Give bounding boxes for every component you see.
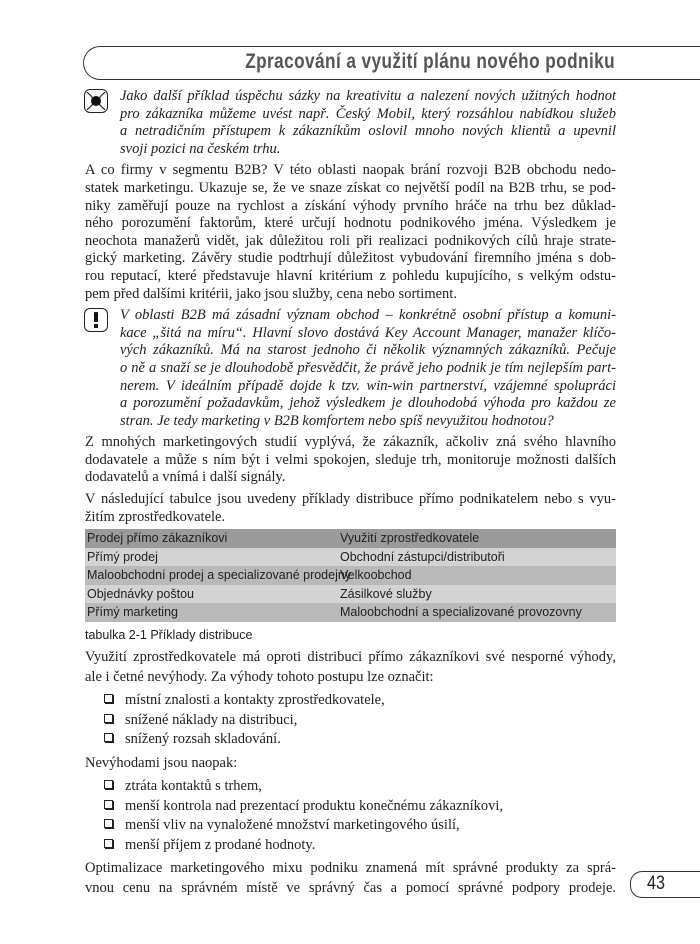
text-line: gický marketing. Závěry studie podtrhují důležitost vybudování firemního jména s dob- xyxy=(85,250,616,267)
table-cell: Přímý marketing xyxy=(87,605,178,620)
table-row xyxy=(85,603,616,622)
checkbox-bullet-icon xyxy=(104,694,113,703)
list-item-text: snížené náklady na distribuci, xyxy=(125,711,298,728)
text-line: Z mnohých marketingových studií vyplývá, že zákazník, ačkoliv zná svého hlavního xyxy=(85,434,616,451)
list-item xyxy=(104,797,616,817)
text-line: nerem. V ideálním případě dojde k tzv. win-win partnerství, vzájemné spolupráci xyxy=(120,377,616,394)
distribution-table xyxy=(85,529,616,622)
text-line: žitím zprostředkovatele. xyxy=(85,508,226,525)
list-item xyxy=(104,691,616,711)
checkbox-bullet-icon xyxy=(104,780,113,789)
lower-text-flow xyxy=(85,648,616,902)
column-header: Využití zprostředkovatele xyxy=(340,531,480,545)
text-line: A co firmy v segmentu B2B? V této oblasti naopak brání rozvoji B2B obchodu nedo- xyxy=(85,162,616,179)
page-number-box xyxy=(630,871,700,898)
table-header-row xyxy=(85,529,616,548)
text-line: neochota manažerů vidět, jak důležitou roli při realizaci podnikových cílů hraje strate- xyxy=(85,232,616,249)
text-line: o ně a snaží se je dlouhodobě přesvědčit, že právě jeho podnik je tím nejlepším part- xyxy=(120,359,616,376)
checkbox-bullet-icon xyxy=(104,714,113,723)
paragraph-table-intro xyxy=(85,491,616,526)
text-line: ale i četné nevýhody. Za výhody tohoto postupu lze označit: xyxy=(85,668,434,685)
list-item xyxy=(104,836,616,856)
list-item xyxy=(104,730,616,750)
disadvantages-list xyxy=(104,777,616,855)
checkbox-bullet-icon xyxy=(104,839,113,848)
text-line: ného porozumění faktorům, které určují hodnotu podnikového jména. Výsledkem je xyxy=(85,215,616,232)
table-caption: tabulka 2-1 Příklady distribuce xyxy=(85,628,253,642)
text-line: dodavatelů a vnímá i další signály. xyxy=(85,469,286,486)
advantages-list xyxy=(104,691,616,750)
paragraph-marketing-mix xyxy=(85,859,616,898)
table-row xyxy=(85,566,616,585)
table-cell: Objednávky poštou xyxy=(87,586,195,601)
text-line: stran. Je tedy marketing v B2B komfortem nebo spíš nevyužitou hodnotou? xyxy=(120,412,554,429)
list-item-text: ztráta kontaktů s trhem, xyxy=(125,778,262,794)
table-cell: Obchodní zástupci/distributoři xyxy=(340,549,505,564)
paragraph-b2b xyxy=(85,162,616,303)
text-line: vých zákazníků. Má na starost jednoho či několik významných zákazníků. Pečuje xyxy=(120,342,616,359)
checkbox-bullet-icon xyxy=(104,733,113,742)
table-cell: Maloobchodní prodej a specializované prodejny xyxy=(87,568,352,583)
text-line: vnou cenu na správném místě ve správný čas a pomocí správné podpory prodeje. xyxy=(85,879,616,896)
table-cell: Přímý prodej xyxy=(87,549,158,564)
checkbox-bullet-icon xyxy=(104,819,113,828)
callout-example xyxy=(120,88,616,158)
disadvantages-intro xyxy=(85,754,616,774)
table-cell: Velkoobchod xyxy=(340,568,412,583)
text-line: a porozumění požadavkům, jehož výsledkem je dlouhodobá výhoda pro každou ze xyxy=(120,395,616,412)
text-line: a netradičním přístupem k zákazníkům oslovil mnoho nových klientů a upevnil xyxy=(120,123,616,140)
callout-important xyxy=(120,307,616,430)
checkbox-bullet-icon xyxy=(104,800,113,809)
text-line: pro zákazníka můžeme uvést např. Český Mobil, který rozsáhlou nabídkou služeb xyxy=(120,105,616,122)
text-line: svoji pozici na českém trhu. xyxy=(120,140,281,157)
text-line: Nevýhodami jsou naopak: xyxy=(85,754,238,771)
list-item-text: místní znalosti a kontakty zprostředkovatele, xyxy=(125,692,385,708)
paragraph-studies xyxy=(85,434,616,487)
target-icon xyxy=(84,89,108,113)
paragraph-intermediary xyxy=(85,648,616,687)
text-line: Jako další příklad úspěchu sázky na kreativitu a nalezení nových užitných hodnot xyxy=(120,88,616,104)
chapter-title: Zpracování a využití plánu nového podniku xyxy=(245,50,615,73)
list-item xyxy=(104,816,616,836)
column-header: Prodej přímo zákazníkovi xyxy=(87,531,228,545)
table-cell: Zásilkové služby xyxy=(340,586,432,601)
list-item-text: menší kontrola nad prezentací produktu konečnému zákazníkovi, xyxy=(125,797,504,814)
upper-text-flow xyxy=(85,88,616,530)
table-row xyxy=(85,548,616,567)
text-line: Optimalizace marketingového mixu podniku znamená mít správné produkty za sprá- xyxy=(85,860,616,876)
text-line: statek marketingu. Ukazuje se, že ve snaze získat co největší podíl na B2B trhu, se pod- xyxy=(85,179,616,196)
text-line: V oblasti B2B má zásadní význam obchod – konkrétně osobní přístup a komuni- xyxy=(120,307,616,324)
text-line: V následující tabulce jsou uvedeny příklady distribuce přímo podnikatelem nebo s vyu- xyxy=(85,491,616,508)
text-line: pem před dalšími kritérii, jako jsou služby, cena nebo sortiment. xyxy=(85,285,457,302)
page-number: 43 xyxy=(647,873,665,894)
list-item xyxy=(104,777,616,797)
list-item-text: menší příjem z prodané hodnoty. xyxy=(125,836,316,853)
table-cell: Maloobchodní a specializované provozovny xyxy=(340,605,582,620)
text-line: Využití zprostředkovatele má oproti distribuci přímo zákazníkovi své nesporné výhody, xyxy=(85,649,616,665)
exclamation-icon xyxy=(84,308,108,332)
text-line: kace „šitá na míru“. Hlavní slovo dostává Key Account Manager, manažer klíčo- xyxy=(120,324,616,341)
list-item-text: menší vliv na vynaložené množství marketingového úsilí, xyxy=(125,817,460,833)
text-line: rou reputací, které představuje hlavní kritérium z pohledu kupujícího, s velkým odstu- xyxy=(85,267,616,284)
text-line: dodavatele a může s ním být i velmi spokojen, sleduje trh, monitoruje možnosti dalších xyxy=(85,451,616,468)
table-row xyxy=(85,585,616,604)
list-item xyxy=(104,711,616,731)
text-line: niky zaměřují pouze na rychlost a získání výhody prvního hráče na trhu bez důklad- xyxy=(85,197,616,214)
list-item-text: snížený rozsah skladování. xyxy=(125,731,281,747)
